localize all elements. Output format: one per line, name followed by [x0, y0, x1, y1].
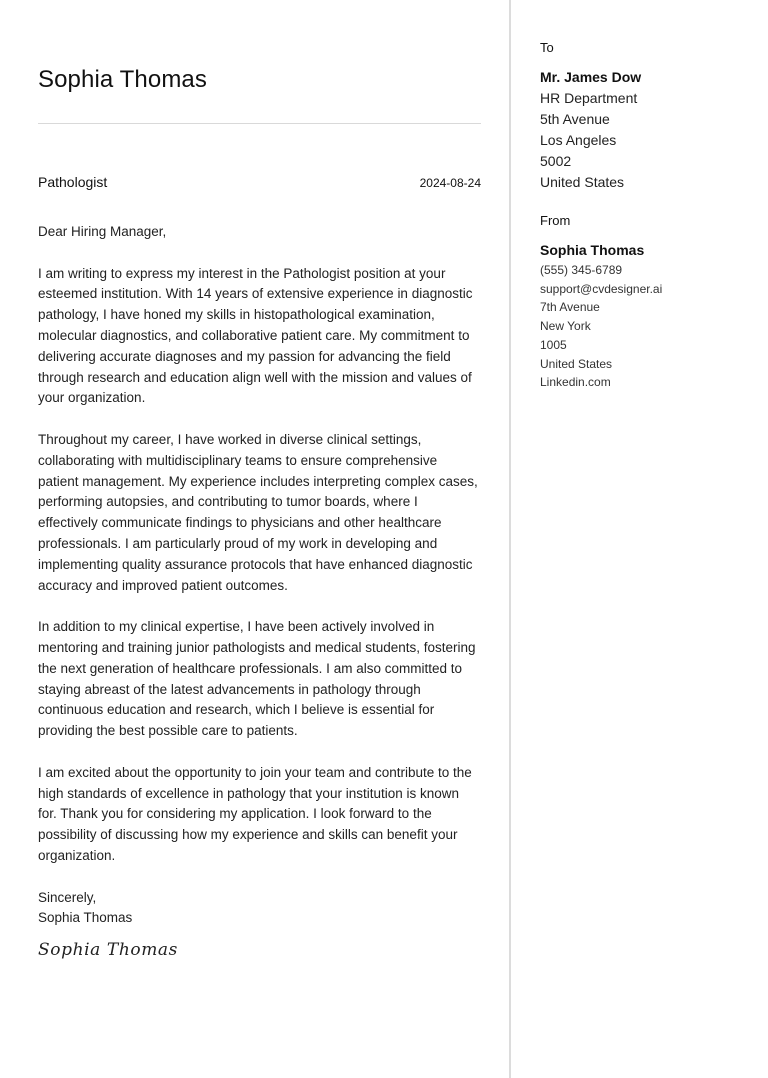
- job-date-row: [38, 174, 481, 190]
- salutation: Dear Hiring Manager,: [38, 224, 167, 239]
- letter-paragraph: In addition to my clinical expertise, I have been actively involved in mentoring and training junior pathologists and medical students, fostering the next generation of healthcare professionals. I am also committed to staying abreast of the latest advancements in pathology through continuous education and research, which I believe is essential for providing the best possible care to patients.: [38, 619, 476, 739]
- sender-country: United States: [540, 356, 613, 371]
- job-title: Pathologist: [38, 174, 108, 190]
- recipient-address: [540, 67, 641, 193]
- letter-body: [38, 222, 481, 929]
- column-divider: [509, 0, 511, 1078]
- letter-paragraph: I am excited about the opportunity to join your team and contribute to the high standards of excellence in pathology that your institution is known for. Thank you for considering my application. I look forward to the possibility of discussing how my experience and skills can benefit your organization.: [38, 764, 472, 863]
- recipient-country: United States: [540, 174, 625, 190]
- sender-contact: [540, 240, 662, 392]
- recipient-street: 5th Avenue: [540, 111, 610, 127]
- from-heading: From: [540, 213, 571, 228]
- sender-name: Sophia Thomas: [540, 242, 645, 258]
- letter-paragraph: I am writing to express my interest in the Pathologist position at your esteemed institution. With 14 years of extensive experience in diagnostic pathology, I have honed my skills in histopathological examination, molecular diagnostics, and collaborative patient care. My commitment to delivering accurate diagnoses and my passion for advancing the field through research and education align well with the mission and values of your organization.: [38, 265, 473, 406]
- recipient-city: Los Angeles: [540, 132, 617, 148]
- recipient-department: HR Department: [540, 90, 638, 106]
- recipient-postal-code: 5002: [540, 153, 572, 169]
- closing: Sincerely,: [38, 889, 97, 905]
- letter-paragraph: Throughout my career, I have worked in diverse clinical settings, collaborating with multidisciplinary teams to ensure comprehensive patient management. My experience includes interpreting complex cases, performing autopsies, and contributing to tumor boards, where I effectively communicate findings to physicians and other healthcare professionals. I am particularly proud of my work in developing and implementing quality assurance protocols that have enhanced diagnostic accuracy and improved patient outcomes.: [38, 431, 478, 593]
- header-divider: [38, 123, 481, 124]
- sender-website-link[interactable]: Linkedin.com: [540, 375, 611, 390]
- sender-city: New York: [540, 319, 591, 334]
- recipient-name: Mr. James Dow: [540, 69, 642, 85]
- closing-name: Sophia Thomas: [38, 910, 133, 926]
- sender-email[interactable]: support@cvdesigner.ai: [540, 281, 663, 296]
- handwritten-signature: Sophia Thomas: [38, 940, 178, 960]
- sender-phone: (555) 345-6789: [540, 263, 623, 277]
- to-heading: To: [540, 40, 554, 55]
- sender-name-heading: Sophia Thomas: [38, 66, 207, 93]
- letter-date: 2024-08-24: [419, 176, 481, 190]
- sender-street: 7th Avenue: [540, 300, 600, 315]
- sender-postal-code: 1005: [540, 337, 567, 352]
